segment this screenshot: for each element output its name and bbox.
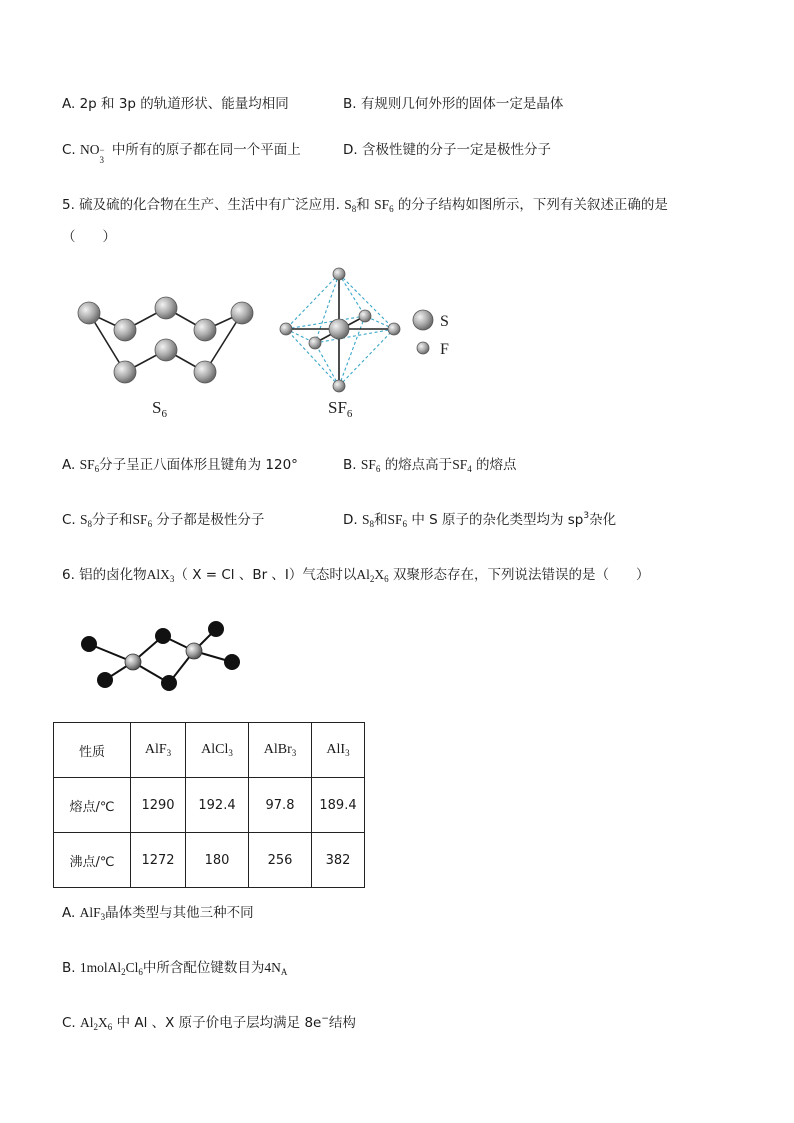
table-header-cell: AlF$_3$ [131, 723, 186, 778]
q4-option-a: A. 2p 和 3p 的轨道形状、能量均相同 [62, 96, 289, 112]
q6-stem: 6. 铝的卤化物AlX$_3$（ X = Cl 、Br 、I）气态时以$Al_2X_6$ 双聚形态存在，下列说法错误的是（ ） [62, 567, 650, 584]
table-row [54, 833, 365, 888]
table-cell: 256 [249, 833, 312, 888]
q5-option-c: C. $S_8$分子和$SF_6$ 分子都是极性分子 [62, 512, 265, 529]
table-cell: 382 [312, 833, 365, 888]
q6-dimer-figure [72, 612, 252, 697]
q4-option-c: C. NO − 3 中所有的原子都在同一个平面上 [62, 142, 301, 165]
table-cell: 97.8 [249, 778, 312, 833]
legend-s-atom [413, 310, 433, 330]
table-header-cell: AlI$_3$ [312, 723, 365, 778]
q5-option-b: B. $SF_6$ 的熔点高于$SF_4$ 的熔点 [343, 457, 517, 474]
sf6-atoms [280, 268, 400, 392]
s6-label: $S_6$ [152, 398, 167, 420]
halogen-atoms [81, 621, 240, 691]
legend-s-label: S [440, 313, 449, 330]
q5-stem: 5. 硫及硫的化合物在生产、生活中有广泛应用. $S_8$和 $SF_6$ 的分子结构如图所示，下列有关叙述正确的是 [62, 197, 668, 214]
legend-f-label: F [440, 341, 449, 358]
legend-f-atom [417, 342, 429, 354]
table-cell: 180 [186, 833, 249, 888]
s6-atoms [78, 297, 253, 383]
q6-option-b: B. $1molAl_2Cl_6$中所含配位键数目为$4N_A$ [62, 960, 288, 977]
q5-molecule-figure [60, 258, 480, 428]
table-header-cell: AlCl$_3$ [186, 723, 249, 778]
table-header-cell: AlBr$_3$ [249, 723, 312, 778]
q5-answer-bracket: （ ） [62, 229, 116, 245]
table-cell: 1272 [131, 833, 186, 888]
q5-option-a: A. $SF_6$分子呈正八面体形且键角为 120° [62, 457, 298, 474]
q4-option-b: B. 有规则几何外形的固体一定是晶体 [343, 96, 564, 112]
properties-table [53, 722, 365, 888]
table-row-label: 沸点/℃ [54, 833, 131, 888]
table-header-cell: 性质 [54, 723, 131, 778]
table-cell: 192.4 [186, 778, 249, 833]
q6-option-a: A. AlF$_3$晶体类型与其他三种不同 [62, 905, 254, 922]
sf6-label: $SF_6$ [328, 398, 353, 420]
table-row-label: 熔点/℃ [54, 778, 131, 833]
table-row [54, 778, 365, 833]
table-header-row [54, 723, 365, 778]
q6-option-c: C. $Al_2X_6$ 中 Al 、X 原子价电子层均满足 8e−结构 [62, 1014, 356, 1032]
table-cell: 189.4 [312, 778, 365, 833]
q5-option-d: D. $S_8$和$SF_6$ 中 S 原子的杂化类型均为 $sp^3$杂化 [343, 511, 617, 529]
q4-option-d: D. 含极性键的分子一定是极性分子 [343, 142, 551, 158]
table-cell: 1290 [131, 778, 186, 833]
aluminum-atoms [125, 643, 202, 670]
